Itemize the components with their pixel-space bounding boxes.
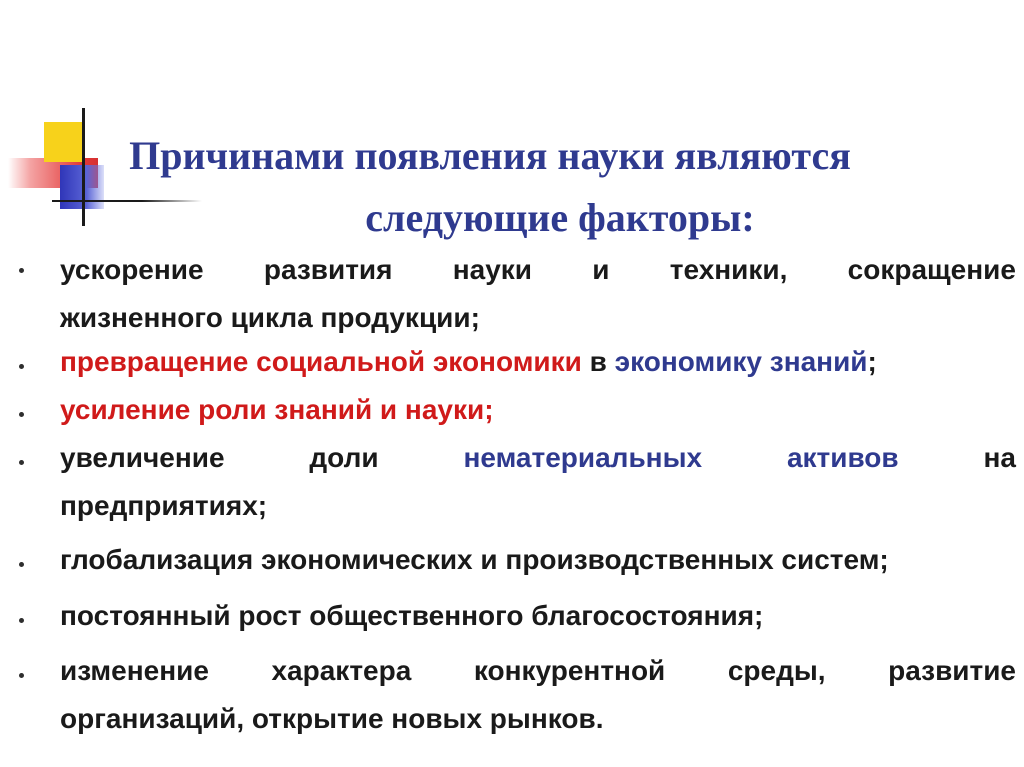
list-item-text: глобализация экономических и производственных систем; (60, 544, 889, 575)
yellow-square-shape (44, 122, 84, 162)
list-item-text (60, 647, 1016, 743)
bullet-icon (19, 673, 24, 678)
word: среды, (727, 655, 826, 686)
bullet-icon (19, 412, 24, 417)
word: увеличение (60, 442, 225, 473)
word: развития (263, 254, 393, 285)
word: характера (271, 655, 412, 686)
bullet-icon (19, 562, 24, 567)
punctuation-text: ; (867, 346, 877, 377)
justified-line (60, 434, 1016, 482)
highlight-blue-text: экономику знаний (614, 346, 868, 377)
continuation-line: предприятиях; (60, 490, 268, 521)
word: развитие (888, 655, 1016, 686)
connector-text: в (581, 346, 615, 377)
vertical-line-shape (82, 108, 85, 226)
continuation-line: организаций, открытие новых рынков. (60, 703, 604, 734)
word: сокращение (847, 254, 1016, 285)
highlight-red-text: превращение социальной экономики (60, 346, 582, 377)
list-item-text (60, 338, 1016, 386)
continuation-line: жизненного цикла продукции; (60, 302, 480, 333)
bullet-icon (19, 364, 24, 369)
word: изменение (60, 655, 209, 686)
slide-title (100, 125, 1000, 249)
word: науки (452, 254, 533, 285)
highlight-blue-word: активов (786, 442, 899, 473)
word: на (983, 442, 1016, 473)
list-item-text: постоянный рост общественного благосостояния; (60, 600, 764, 631)
justified-line (60, 647, 1016, 695)
word: ускорение (60, 254, 204, 285)
bullet-icon (19, 268, 24, 273)
word: конкурентной (473, 655, 666, 686)
list-item-text: усиление роли знаний и науки; (60, 394, 494, 425)
bullet-icon (19, 460, 24, 465)
word: техники, (669, 254, 788, 285)
word: и (592, 254, 610, 285)
title-line-2: следующие факторы: (365, 195, 755, 240)
list-item-text (60, 434, 1016, 530)
list-item-text (60, 246, 1016, 342)
justified-line (60, 246, 1016, 294)
bullet-icon (19, 618, 24, 623)
word: доли (309, 442, 379, 473)
highlight-blue-word: нематериальных (463, 442, 703, 473)
title-line-1: Причинами появления науки являются (129, 133, 851, 178)
